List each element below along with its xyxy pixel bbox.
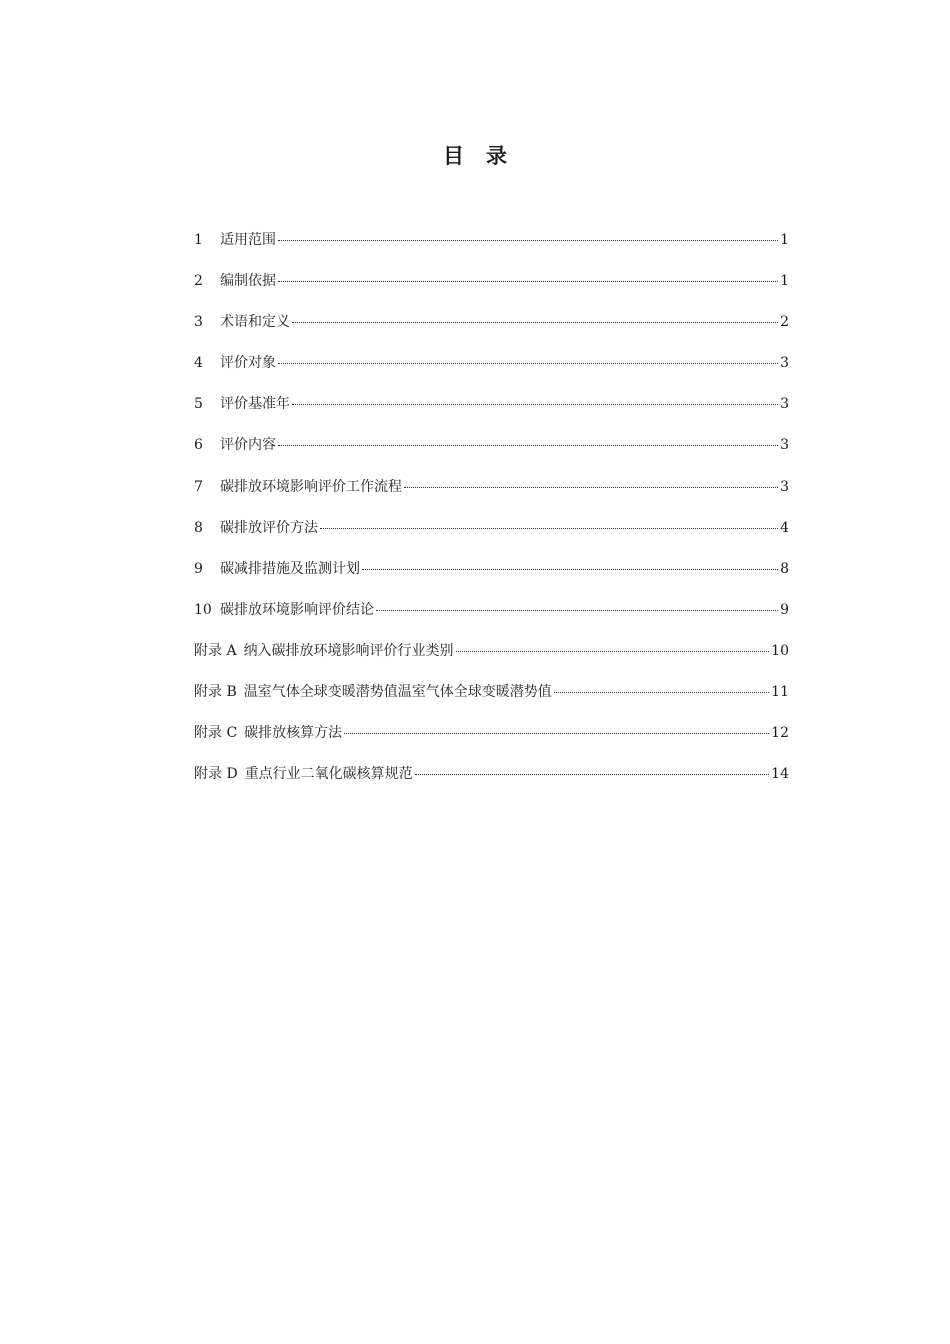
toc-number: 附录 C	[194, 725, 238, 742]
toc-page: 8	[780, 560, 789, 577]
toc-label: 纳入碳排放环境影响评价行业类别	[243, 642, 454, 659]
toc-label: 评价基准年	[220, 396, 290, 413]
toc-label: 适用范围	[220, 232, 276, 248]
toc-number: 7	[194, 478, 203, 495]
toc-number: 附录 A	[194, 642, 237, 659]
toc-page: 1	[780, 232, 789, 248]
dot-leader	[278, 444, 778, 446]
toc-entry-6[interactable]	[194, 434, 789, 475]
toc-number: 10	[194, 601, 212, 618]
toc-page: 10	[771, 642, 789, 659]
dot-leader	[554, 691, 769, 693]
toc-label: 碳排放核算方法	[244, 725, 343, 742]
toc-number: 6	[194, 437, 203, 454]
toc-page: 4	[780, 519, 789, 536]
title-char-1: 目	[443, 144, 464, 168]
dot-leader	[292, 321, 778, 323]
toc-entry-4[interactable]	[194, 352, 789, 393]
toc-number: 2	[194, 273, 203, 290]
toc-label: 温室气体全球变暖潜势值温室气体全球变暖潜势值	[243, 684, 552, 701]
dot-leader	[292, 403, 778, 405]
dot-leader	[278, 362, 778, 364]
toc-number: 5	[194, 396, 203, 413]
toc-number: 附录 D	[194, 766, 238, 783]
dot-leader	[320, 527, 778, 529]
toc-page: 3	[780, 396, 789, 413]
toc-page: 3	[780, 437, 789, 454]
toc-label: 碳减排措施及监测计划	[220, 560, 360, 577]
dot-leader	[376, 609, 778, 611]
toc-number: 3	[194, 314, 203, 331]
toc-label: 碳排放环境影响评价结论	[220, 601, 374, 618]
dot-leader	[415, 773, 769, 775]
toc-entry-3[interactable]	[194, 311, 789, 352]
dot-leader	[344, 732, 769, 734]
toc-entry-8[interactable]	[194, 517, 789, 558]
toc-number: 附录 B	[194, 684, 237, 701]
toc-entry-appendix-d[interactable]	[194, 763, 789, 804]
toc-label: 碳排放环境影响评价工作流程	[220, 478, 402, 495]
title-char-2: 录	[486, 144, 507, 168]
toc-page: 1	[780, 273, 789, 290]
toc-entry-9[interactable]	[194, 558, 789, 599]
toc-number: 9	[194, 560, 203, 577]
toc-label: 评价内容	[220, 437, 276, 454]
toc-entry-appendix-c[interactable]	[194, 722, 789, 763]
toc-page: 2	[780, 314, 789, 331]
toc-page: 3	[780, 478, 789, 495]
toc-entry-appendix-a[interactable]	[194, 640, 789, 681]
toc-entry-2[interactable]	[194, 270, 789, 311]
toc-entry-7[interactable]	[194, 476, 789, 517]
dot-leader	[278, 239, 778, 241]
toc-label: 碳排放评价方法	[220, 519, 318, 536]
toc-number: 4	[194, 355, 203, 372]
page-title	[0, 140, 950, 170]
table-of-contents	[194, 229, 789, 804]
toc-label: 编制依据	[220, 273, 276, 290]
toc-label: 重点行业二氧化碳核算规范	[244, 766, 413, 783]
dot-leader	[456, 650, 770, 652]
toc-number: 1	[194, 232, 203, 248]
toc-page: 9	[780, 601, 789, 618]
dot-leader	[278, 280, 778, 282]
toc-page: 12	[771, 725, 789, 742]
toc-page: 14	[771, 766, 789, 783]
toc-entry-1[interactable]	[194, 229, 789, 270]
dot-leader	[404, 486, 778, 488]
toc-page: 11	[771, 684, 789, 701]
dot-leader	[362, 568, 778, 570]
toc-label: 评价对象	[220, 355, 276, 372]
toc-entry-appendix-b[interactable]	[194, 681, 789, 722]
toc-label: 术语和定义	[220, 314, 290, 331]
toc-entry-5[interactable]	[194, 393, 789, 434]
toc-number: 8	[194, 519, 203, 536]
toc-page: 3	[780, 355, 789, 372]
toc-entry-10[interactable]	[194, 599, 789, 640]
